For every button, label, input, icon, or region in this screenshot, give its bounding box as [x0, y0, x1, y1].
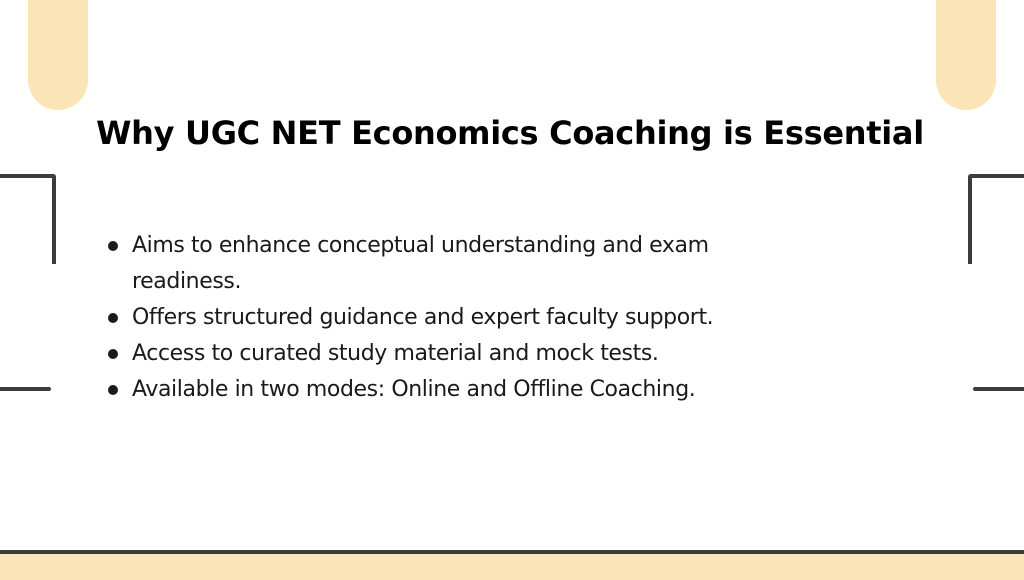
bullet-dot-icon: [108, 241, 118, 251]
bullet-item: [106, 228, 766, 300]
bullet-list: [106, 228, 766, 408]
decorative-bracket-right: [968, 174, 1024, 264]
bullet-text: Access to curated study material and mock tests.: [132, 341, 659, 366]
decorative-dash-right: [973, 387, 1024, 391]
bullet-text: Available in two modes: Online and Offline Coaching.: [132, 377, 696, 402]
bullet-item: [106, 336, 766, 372]
bullet-dot-icon: [108, 349, 118, 359]
bullet-text: Offers structured guidance and expert faculty support.: [132, 305, 714, 330]
bullet-dot-icon: [108, 313, 118, 323]
slide-title: Why UGC NET Economics Coaching is Essential: [96, 114, 924, 152]
decorative-dash-left: [0, 387, 51, 391]
bullet-item: [106, 372, 766, 408]
bullet-item: [106, 300, 766, 336]
bullet-dot-icon: [108, 385, 118, 395]
decorative-pill-right: [936, 0, 996, 110]
decorative-pill-left: [28, 0, 88, 110]
decorative-bracket-left: [0, 174, 56, 264]
bullet-text: Aims to enhance conceptual understanding and exam readiness.: [132, 233, 709, 294]
